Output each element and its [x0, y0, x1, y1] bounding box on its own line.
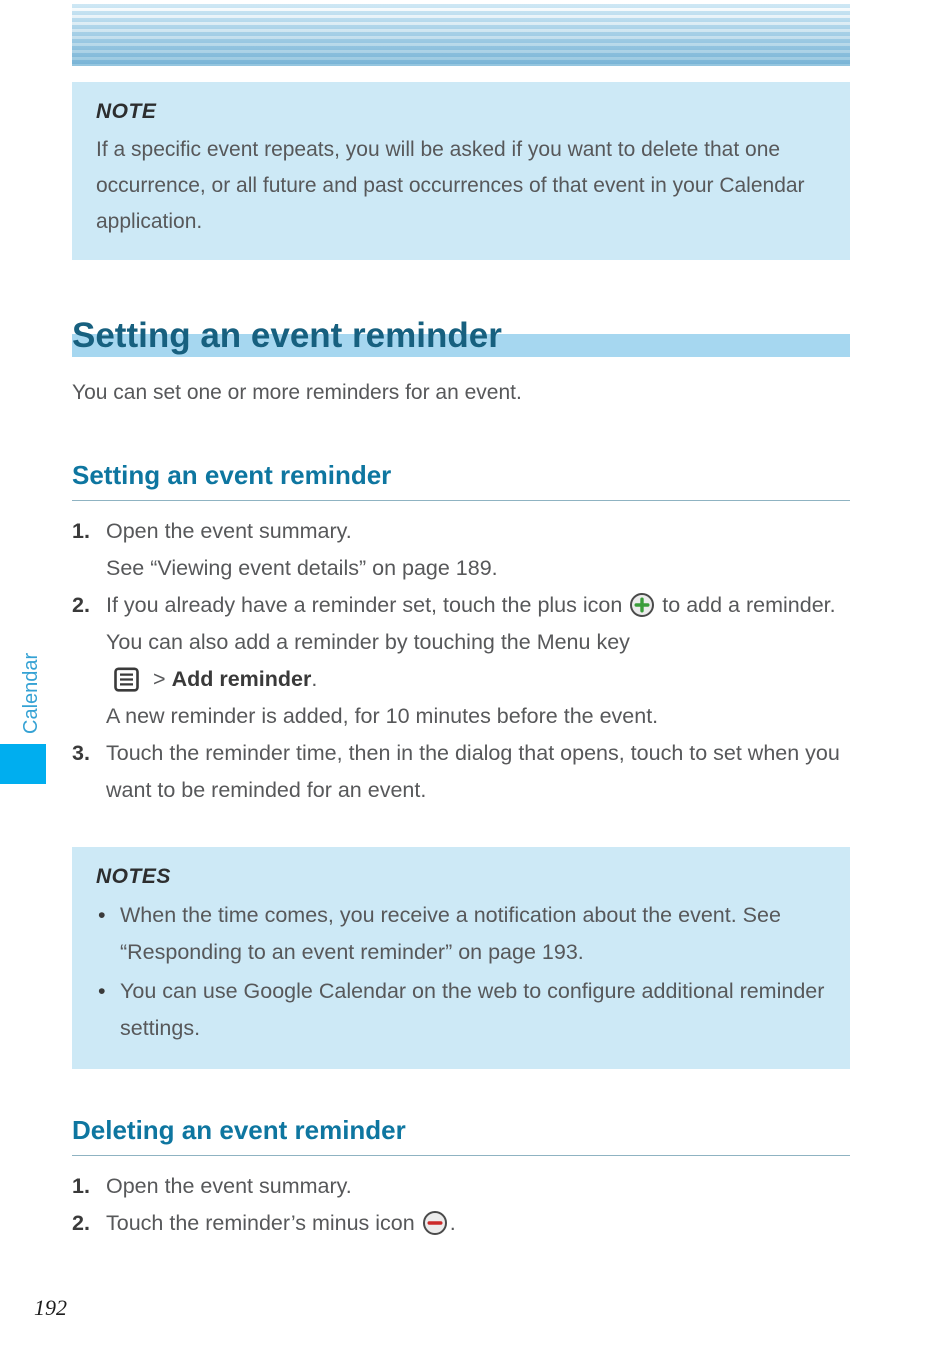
step-line: A new reminder is added, for 10 minutes before the event.	[106, 704, 659, 729]
section-heading-deleting: Deleting an event reminder	[72, 1115, 850, 1156]
page-number: 192	[34, 1295, 67, 1320]
step-number: 3.	[72, 741, 90, 766]
step-item-1	[72, 1168, 850, 1205]
step-item-2	[72, 1205, 850, 1242]
add-reminder-label: Add reminder	[171, 667, 312, 692]
sidebar-tab-marker	[0, 744, 46, 784]
step-item-3	[72, 735, 850, 809]
step-number: 2.	[72, 593, 90, 618]
notes-list	[96, 897, 826, 1047]
plus-icon	[629, 592, 655, 618]
page-content	[72, 0, 850, 1242]
step-text-segment: to add a reminder. You can also add a reminder by touching the Menu key	[106, 593, 836, 655]
step-number: 1.	[72, 519, 90, 544]
step-line	[106, 587, 850, 698]
step-text	[106, 1168, 850, 1205]
step-line	[106, 1205, 850, 1242]
page-title-text: Setting an event reminder	[72, 316, 502, 356]
note-body: If a specific event repeats, you will be asked if you want to delete that one occurrence, or all future and past occurrences of that event in your Calendar application.	[96, 138, 805, 234]
step-text-segment: .	[449, 1210, 456, 1235]
step-line: See “Viewing event details” on page 189.	[106, 556, 498, 581]
step-text	[106, 513, 850, 587]
step-item-2	[72, 587, 850, 735]
setting-steps	[72, 513, 850, 809]
note-box	[72, 82, 850, 260]
step-line: Open the event summary.	[106, 519, 352, 544]
step-text	[106, 1205, 850, 1242]
note-item: • When the time comes, you receive a notification about the event. See “Responding to an event reminder” on page 193.	[96, 897, 826, 971]
step-text-segment: Touch the reminder’s minus icon	[106, 1210, 415, 1235]
step-text	[106, 735, 850, 809]
minus-icon	[422, 1210, 448, 1236]
step-number: 1.	[72, 1173, 90, 1198]
notes-box	[72, 847, 850, 1069]
notes-title: NOTES	[96, 865, 171, 889]
step-line: Open the event summary.	[106, 1173, 352, 1198]
step-line: Touch the reminder time, then in the dialog that opens, touch to set when you want to be reminded for an event.	[106, 741, 840, 803]
deleting-steps	[72, 1168, 850, 1242]
menu-key-icon	[113, 667, 140, 692]
section-heading-setting: Setting an event reminder	[72, 460, 850, 501]
step-number: 2.	[72, 1210, 90, 1235]
step-item-1	[72, 513, 850, 587]
page-title	[72, 316, 850, 356]
step-text-segment: .	[311, 667, 318, 692]
step-text-segment: If you already have a reminder set, touch the plus icon	[106, 593, 623, 618]
decorative-stripes	[72, 4, 850, 66]
note-item: • You can use Google Calendar on the web to configure additional reminder settings.	[96, 973, 826, 1047]
sidebar-tab-label: Calendar	[20, 652, 42, 734]
step-text-segment: >	[153, 667, 166, 692]
intro-text: You can set one or more reminders for an event.	[72, 380, 522, 404]
step-text	[106, 587, 850, 735]
note-title: NOTE	[96, 100, 157, 123]
